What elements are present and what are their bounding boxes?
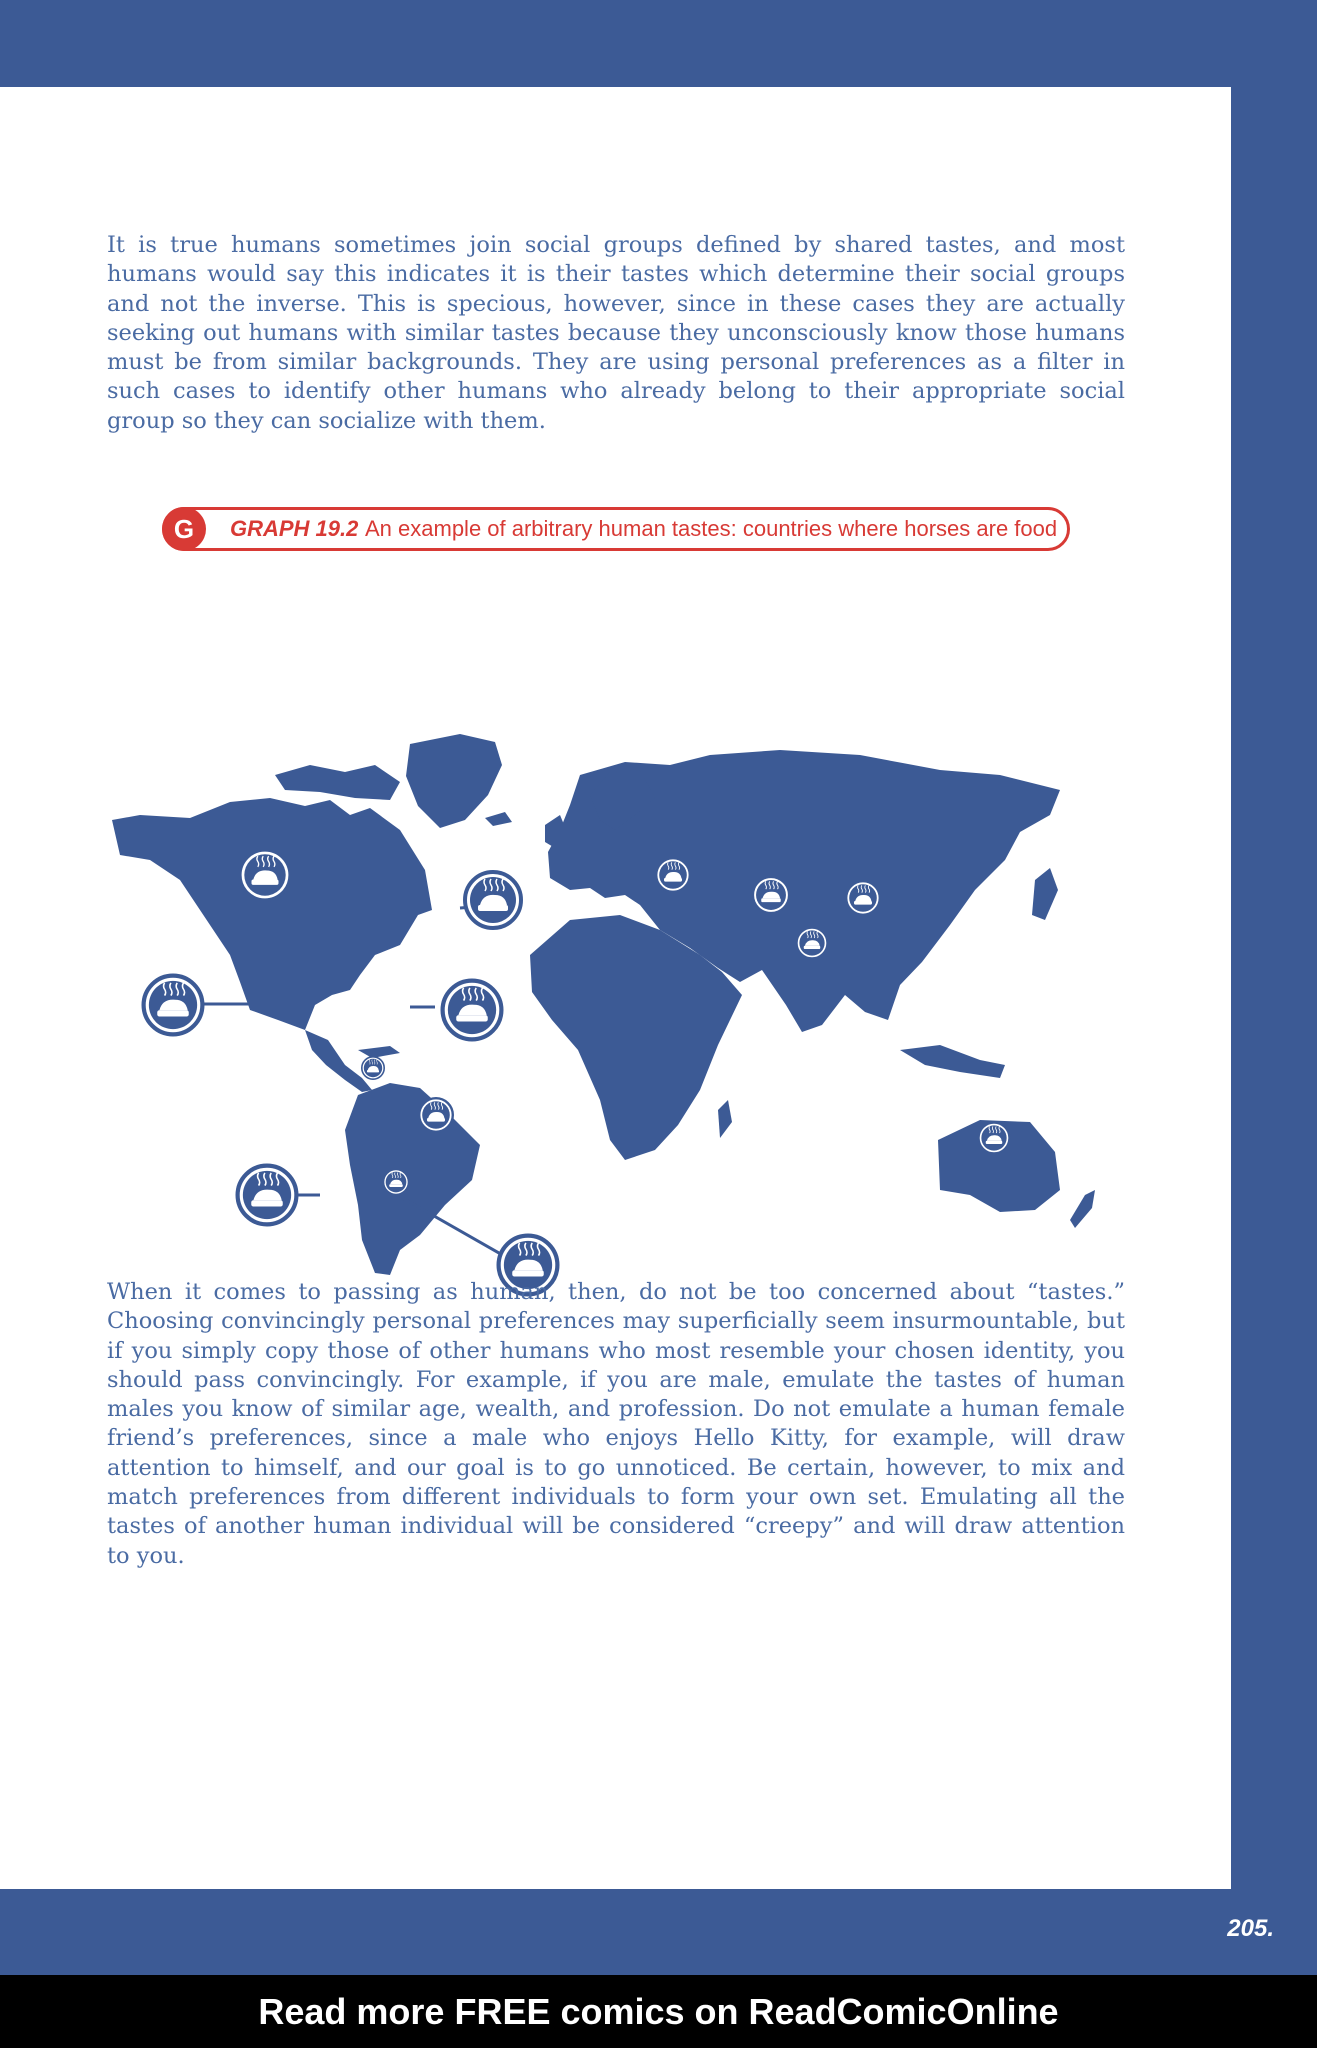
japan xyxy=(1032,868,1058,920)
graph-number: GRAPH 19.2 xyxy=(230,516,359,541)
horse-on-plate-icon xyxy=(797,928,828,959)
horse-on-plate-icon xyxy=(443,981,502,1040)
horse-on-plate-icon xyxy=(419,1098,453,1132)
arctic-islands xyxy=(275,765,400,800)
iceland xyxy=(485,812,512,826)
central-america xyxy=(305,1030,372,1092)
horse-on-plate-icon xyxy=(240,850,290,900)
madagascar xyxy=(718,1100,732,1138)
horse-on-plate-icon xyxy=(465,872,521,928)
new-zealand xyxy=(1070,1190,1095,1228)
graph-badge: G xyxy=(162,507,206,551)
horse-on-plate-icon xyxy=(238,1166,297,1225)
horse-on-plate-icon xyxy=(753,877,789,913)
graph-caption: An example of arbitrary human tastes: countries where horses are food xyxy=(365,516,1058,541)
horse-on-plate-icon xyxy=(846,881,880,915)
graph-label xyxy=(162,507,1070,551)
horse-on-plate-icon xyxy=(383,1169,408,1194)
body-paragraph-1: It is true humans sometimes join social groups defined by shared tastes, and most humans would say this indicates it is their tastes which determine their social groups and not the inverse. This is specious, however, since in these cases they are actually seeking out humans with similar tastes because they unconsciously know those humans must be from similar backgrounds. They are using personal preferences as a filter in such cases to identify other humans who already belong to their appropriate social group so they can socialize with them. xyxy=(107,232,1125,434)
horse-on-plate-icon xyxy=(362,1057,384,1079)
horse-on-plate-icon xyxy=(656,858,690,892)
body-paragraph-2: When it comes to passing as human, then, do not be too concerned about “tastes.” Choosing convincingly personal preferences may superficially seem insurmountable, but if you simply copy those of other humans who most resemble your chosen identity, you should pass convincingly. For example, if you are male, emulate the tastes of human males you know of similar age, wealth, and profession. Do not emulate a human female friend’s preferences, since a male who enjoys Hello Kitty, for example, will draw attention to himself, and our goal is to go unnoticed. Be certain, however, to mix and match preferences from different individuals to form your own set. Emulating all the tastes of another human individual will be considered “creepy” and will draw attention to you. xyxy=(107,1279,1125,1569)
greenland xyxy=(406,734,502,828)
south-america xyxy=(345,1083,480,1275)
page-number: 205. xyxy=(1227,1915,1274,1942)
horse-on-plate-icon xyxy=(144,976,203,1035)
promo-banner[interactable]: Read more FREE comics on ReadComicOnline xyxy=(0,1975,1317,2048)
horse-on-plate-icon xyxy=(979,1123,1010,1154)
caribbean xyxy=(358,1046,400,1058)
southeast-asia-islands xyxy=(900,1045,1005,1078)
world-map xyxy=(100,720,1140,1300)
